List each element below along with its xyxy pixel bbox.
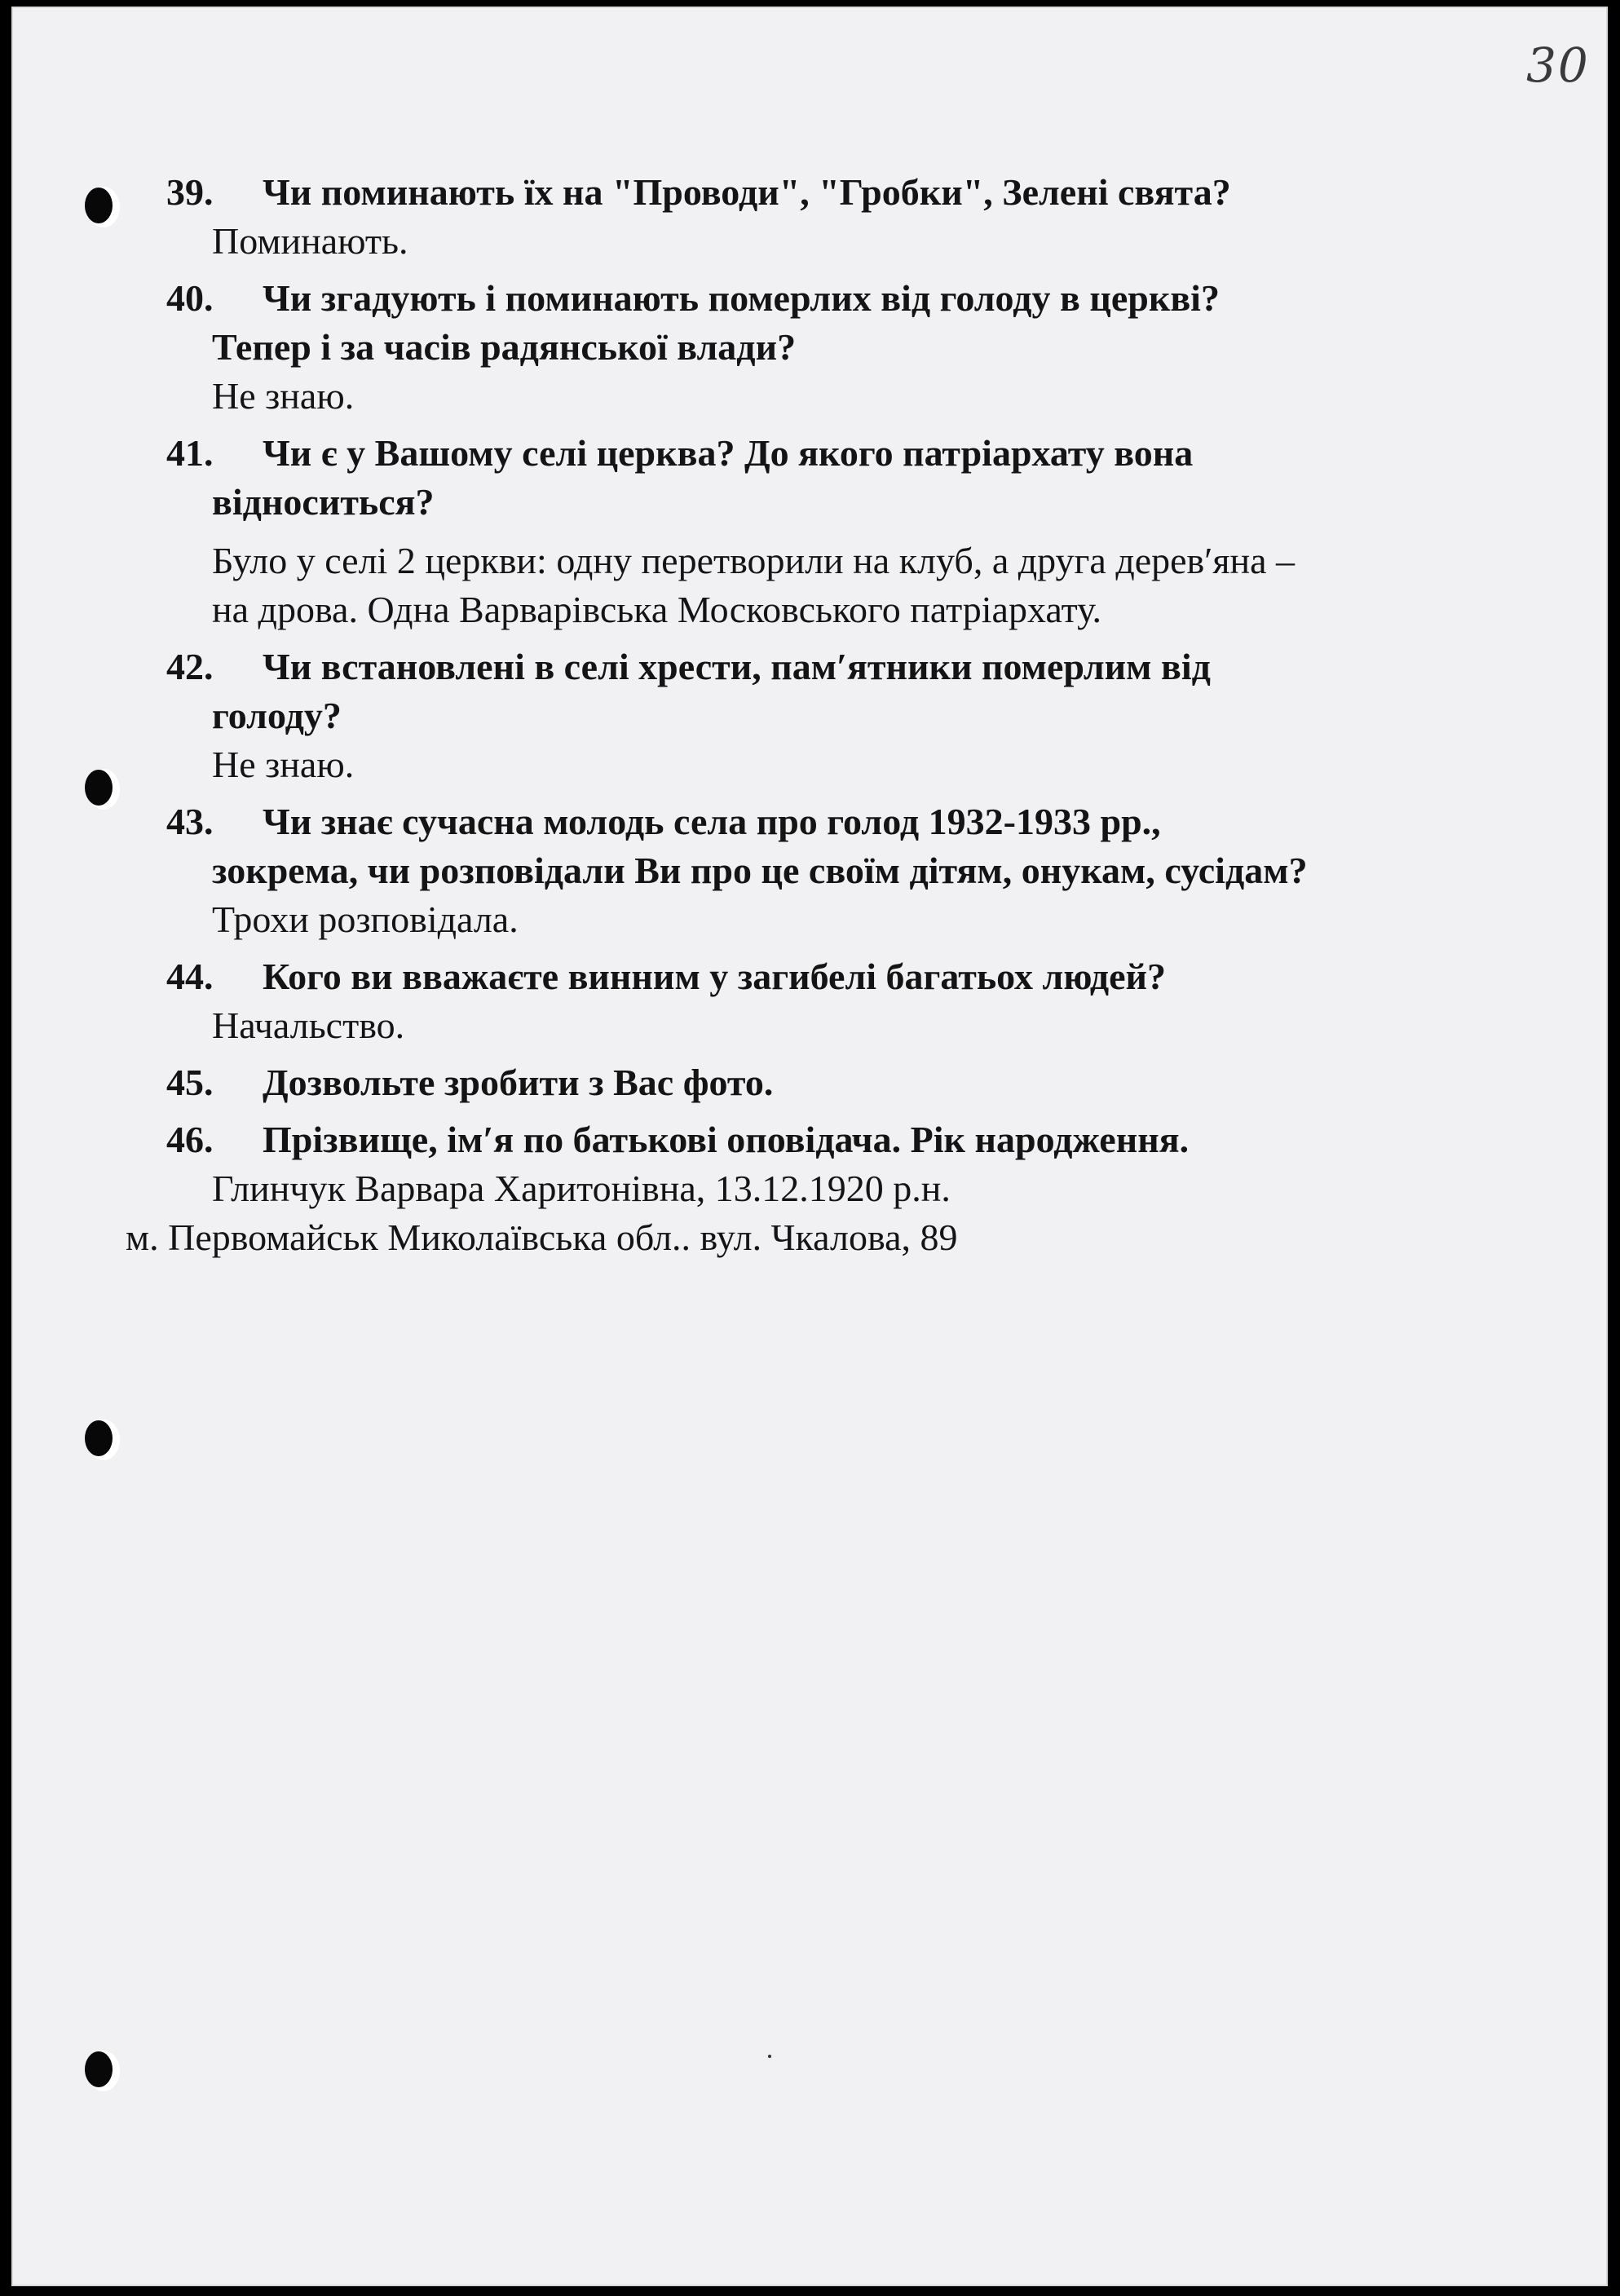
question-number: 45.: [166, 1062, 214, 1103]
question-number: 41.: [166, 432, 214, 474]
answer: Трохи розповідала.: [212, 899, 519, 940]
item-39: [166, 168, 1508, 266]
question-number: 42.: [166, 646, 214, 687]
answer: на дрова. Одна Варварівська Московського патріархату.: [212, 589, 1101, 630]
question-continuation: [166, 691, 1508, 740]
punch-hole: [85, 770, 113, 806]
question-text: голоду?: [212, 695, 342, 736]
question-text: Чи згадують і поминають померлих від голоду в церкві?: [263, 277, 1220, 319]
question: [166, 1115, 1508, 1164]
question: [166, 168, 1508, 217]
answer: Не знаю.: [212, 375, 355, 417]
handwritten-page-number: 30: [1526, 38, 1590, 93]
item-45: [166, 1058, 1508, 1107]
question-text: Чи встановлені в селі хрести, пам′ятники померлим від: [263, 646, 1211, 687]
answer: Глинчук Варвара Харитонівна, 13.12.1920 р.н.: [212, 1168, 951, 1209]
question-number: 40.: [166, 277, 214, 319]
question: [166, 952, 1508, 1001]
question-text: відноситься?: [212, 481, 435, 523]
question-text: зокрема, чи розповідали Ви про це своїм дітям, онукам, сусідам?: [212, 850, 1308, 891]
item-46: [126, 1115, 1508, 1262]
question-number: 39.: [166, 171, 214, 213]
document-page: [11, 7, 1608, 2286]
question-text: Дозвольте зробити з Вас фото.: [263, 1062, 774, 1103]
question-text: Чи поминають їх на "Проводи", "Гробки", Зелені свята?: [263, 171, 1231, 213]
answer: Поминають.: [212, 220, 408, 262]
question-continuation: [166, 323, 1508, 372]
item-41: [166, 429, 1508, 634]
address: м. Первомайськ Миколаївська обл.. вул. Чкалова, 89: [126, 1216, 958, 1258]
question: [166, 274, 1508, 323]
item-44: [166, 952, 1508, 1050]
question-number: 44.: [166, 956, 214, 997]
speck: [768, 2055, 771, 2058]
question: [166, 642, 1508, 691]
question-text: Чи є у Вашому селі церква? До якого патріархату вона: [263, 432, 1194, 474]
question: [166, 1058, 1508, 1107]
item-43: [166, 797, 1508, 944]
answer: Не знаю.: [212, 744, 355, 785]
question: [166, 797, 1508, 846]
question-text: Чи знає сучасна молодь села про голод 1932-1933 рр.,: [263, 801, 1161, 842]
question-continuation: [166, 846, 1508, 895]
question-continuation: [166, 478, 1508, 527]
question: [166, 429, 1508, 478]
item-42: [166, 642, 1508, 789]
punch-hole: [85, 2051, 113, 2087]
punch-hole: [85, 1420, 113, 1456]
punch-hole: [85, 188, 113, 223]
answer: Було у селі 2 церкви: одну перетворили на клуб, а друга дерев′яна –: [212, 540, 1296, 581]
question-number: 43.: [166, 801, 214, 842]
question-text: Прізвище, ім′я по батькові оповідача. Рік народження.: [263, 1119, 1190, 1160]
questionnaire-text: [126, 168, 1508, 1270]
question-text: Тепер і за часів радянської влади?: [212, 326, 797, 368]
question-text: Кого ви вважаєте винним у загибелі багатьох людей?: [263, 956, 1167, 997]
answer: Начальство.: [212, 1004, 405, 1046]
question-number: 46.: [166, 1119, 214, 1160]
item-40: [166, 274, 1508, 421]
